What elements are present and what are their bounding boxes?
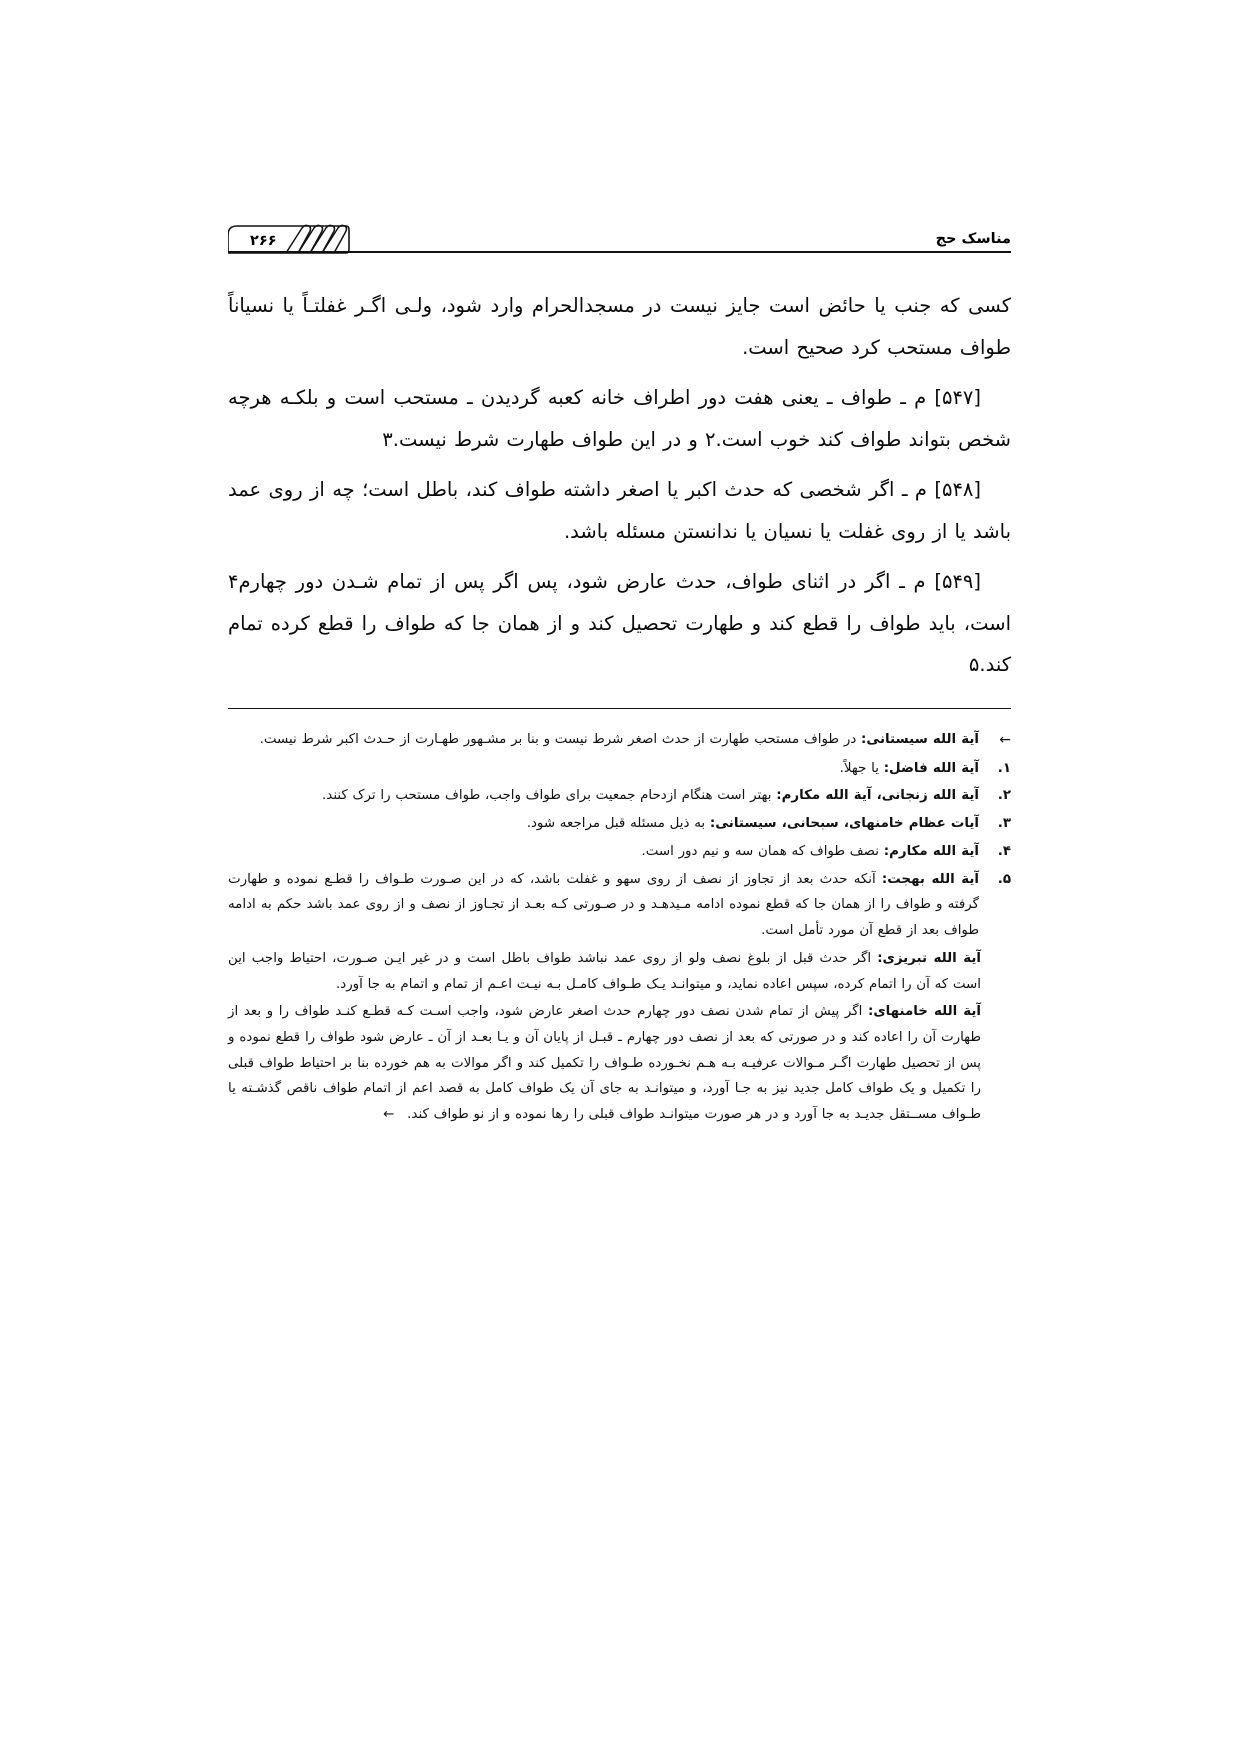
footnote-marker: ۴. [997,843,1011,859]
paragraph-547: [۵۴۷] م ـ طواف ـ یعنی هفت دور اطراف خانه کعبه گردیدن ـ مستحب است و بلکـه هرچه شخص بتواند طواف کند خوب است.۲ و در این طواف طهارت شرط نیست.۳ [228,386,1011,451]
footnote-marker: ۳. [997,816,1011,832]
page-number: ۲۶۶ [250,232,277,249]
running-header [228,215,1011,259]
footnote-source: آیة الله زنجانی، آیة الله مکارم: [776,788,979,804]
footnote-body [228,811,979,837]
footnote-arrow-marker: ← [999,731,1011,748]
footnote-rule [228,708,1011,709]
footnote-item [228,756,1011,782]
footnote-body [228,867,979,944]
footnote-extra-block [228,946,981,997]
main-body [228,285,1011,686]
footnote-separator [228,708,1011,709]
footnote-marker: ۵. [997,871,1011,887]
footnote-text: در طواف مستحب طهارت از حدث اصغر شرط نیست و بنا بر مشـهور طهـارت از حـدث اکبر شرط نیست. [259,731,857,747]
footnote-body [228,727,979,753]
footnote-text: نصف طواف که همان سه و نیم دور است. [641,843,879,859]
footnote-item [228,867,1011,944]
paragraph-548: [۵۴۸] م ـ اگر شخصی که حدث اکبر یا اصغر داشته طواف کند، باطل است؛ چه از روی عمد باشد یا از روی غفلت یا نسیان یا ندانستن مسئله باشد. [228,478,1011,543]
paragraph-549: [۵۴۹] م ـ اگر در اثنای طواف، حدث عارض شود، پس اگر پس از تمام شـدن دور چهارم۴ است، باید طواف را قطع کند و طهارت تحصیل کند و از همان جا که طواف را قطع کرده تمام کند.۵ [228,570,1011,677]
continuation-arrow-icon: ← [383,1107,395,1123]
book-title: مناسک حج [935,230,1011,247]
footnote-text: به ذیل مسئله قبل مراجعه شود. [526,816,706,832]
footnote-source: آیة الله تبریزی: [877,950,981,966]
footnote-source: آیة الله فاضل: [883,760,979,776]
footnote-text: اگر پیش از تمام شدن نصف دور چهارم حدث اصغر عارض شود، واجب اسـت کـه قطـع کنـد طواف را و بعد از طهارت آن را اعاده کند و در صورتی که بعد از نصف دور چهارم ـ قبـل از پایان آن و یـا بعـد از آن ـ عارض شود طواف را قطع نموده و پس از تحصیل طهارت اگـر مـوالات عرفیـه بـه هـم نخـورده طـواف را تکمیل کند و اگر موالات به هم خورده بنا بر احتیاط طواف قبلی را تکمیل و یک طواف کامل جدید نیز به جـا آورد، و میتوانـد به جای آن یک طواف کامل به قصد اعم از اتمام طواف ناقص گذشـته یا طـواف مســتقل جدیـد به جا آورد و در هر صورت میتوانـد طواف قبلی را رها نموده و از نو طواف کند. [228,1004,981,1123]
footnote-item [228,783,1011,809]
footnote-item [228,727,1011,754]
footnote-section [228,727,1011,1128]
footnote-item [228,839,1011,865]
footnote-extra-block [228,999,981,1128]
footnote-text: بهتر است هنگام ازدحام جمعیت برای طواف واجب، طواف مستحب را ترک کنند. [322,788,772,804]
page-number-badge [228,223,350,257]
footnote-body [228,839,979,865]
footnote-text: اگر حدث قبل از بلوغ نصف ولو از روی عمد نباشد طواف باطل است و در غیر ایـن صـورت، احتیاط واجب این است که آن را اتمام کرده، سپس اعاده نماید، و میتوانـد یـک طـواف کامـل بـه نیـت اعـم از تمام و اتمام به جا آورد. [228,950,981,992]
paragraph-continued: کسی که جنب یا حائض است جایز نیست در مسجدالحرام وارد شود، ولـی اگـر غفلتـاً یا نسیاناً طواف مستحب کرد صحیح است. [228,294,1011,359]
footnote-item [228,811,1011,837]
page-content-frame [228,215,1011,1130]
footnote-body [228,756,979,782]
footnote-source: آیة الله بهجت: [881,871,979,887]
footnote-body [228,783,979,809]
footnote-source: آیة الله سیستانی: [861,731,979,747]
footnote-text: یا جهلاً. [839,760,879,776]
footnote-text: آنکه حدث بعد از تجاوز از نصف از روی سهو و غفلت باشد، که در این صـورت طـواف را قطـع نموده و طهارت گرفته و طواف را از همان جا که قطع نموده ادامه مـیدهـد و در صـورتی کـه بعـد از تجـاوز از نصف و از روی عمد باشد حکم به ادامه طواف بعد از قطع آن مورد تأمل است. [228,871,979,939]
footnote-marker: ۲. [997,788,1011,804]
footnote-marker: ۱. [997,760,1011,776]
footnote-source: آیة الله خامنهای: [868,1004,981,1020]
footnote-source: آیات عظام خامنهای، سبحانی، سیستانی: [709,816,979,832]
footnote-source: آیة الله مکارم: [883,843,979,859]
